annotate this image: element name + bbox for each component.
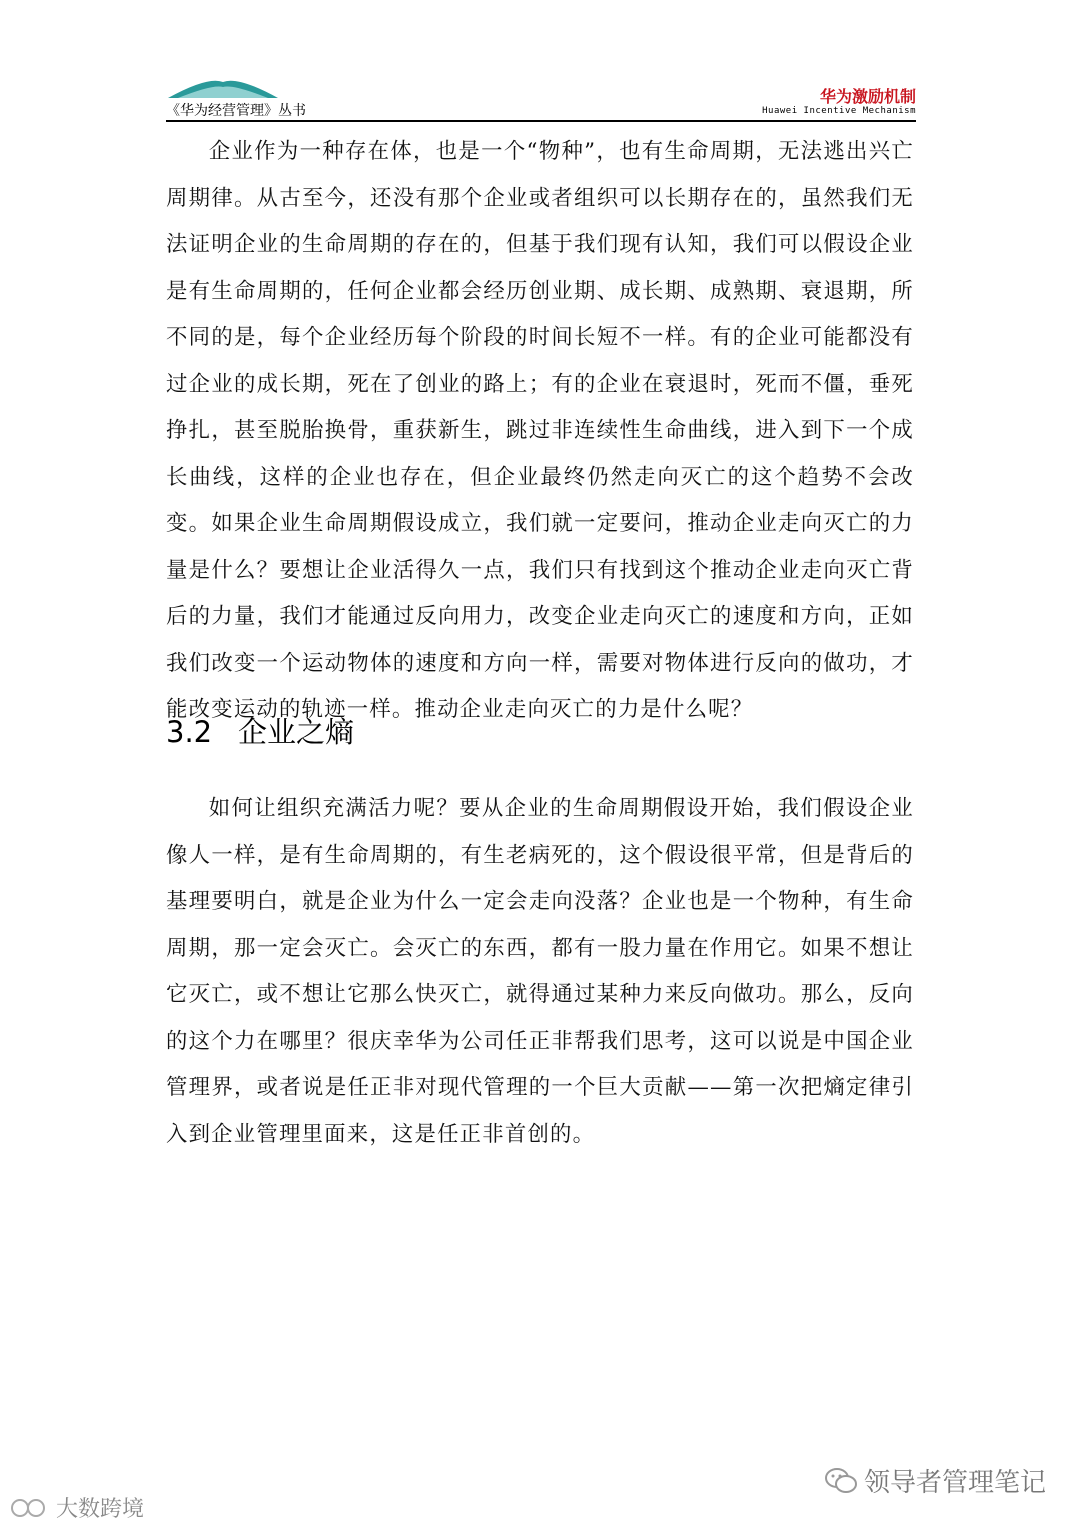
section-title: 企业之熵	[238, 715, 355, 749]
book-subtitle: Huawei Incentive Mechanism	[762, 106, 916, 116]
section-number: 3.2	[166, 715, 213, 749]
watermark-left	[10, 1492, 144, 1523]
series-logo	[168, 78, 278, 100]
book-title: 华为激励机制	[819, 87, 916, 106]
wechat-icon	[824, 1466, 858, 1496]
header-divider	[166, 120, 916, 122]
body-paragraph-2: 如何让组织充满活力呢？要从企业的生命周期假设开始，我们假设企业像人一样，是有生命周期的，有生老病死的，这个假设很平常，但是背后的基理要明白，就是企业为什么一定会走向没落？企业也是一个物种，有生命周期，那一定会灭亡。会灭亡的东西，都有一股力量在作用它。如果不想让它灭亡，或不想让它那么快灭亡，就得通过某种力来反向做功。那么，反向的这个力在哪里？很庆幸华为公司任正非帮我们思考，这可以说是中国企业管理界，或者说是任正非对现代管理的一个巨大贡献——第一次把熵定律引入到企业管理里面来，这是任正非首创的。	[166, 796, 914, 1147]
series-title: 《华为经营管理》丛书	[166, 103, 306, 119]
page-header	[0, 0, 1080, 130]
brand-mark-icon	[10, 1495, 50, 1521]
section-heading	[166, 710, 354, 751]
watermark-left-text: 大数跨境	[56, 1497, 145, 1522]
watermark-right-text: 领导者管理笔记	[863, 1468, 1046, 1498]
watermark-right	[824, 1462, 1046, 1499]
body-paragraph-1: 企业作为一种存在体，也是一个“物种”，也有生命周期，无法逃出兴亡周期律。从古至今，还没有那个企业或者组织可以长期存在的，虽然我们无法证明企业的生命周期的存在的，但基于我们现有认知，我们可以假设企业是有生命周期的，任何企业都会经历创业期、成长期、成熟期、衰退期，所不同的是，每个企业经历每个阶段的时间长短不一样。有的企业可能都没有过企业的成长期，死在了创业的路上；有的企业在衰退时，死而不僵，垂死挣扎，甚至脱胎换骨，重获新生，跳过非连续性生命曲线，进入到下一个成长曲线，这样的企业也存在，但企业最终仍然走向灭亡的这个趋势不会改变。如果企业生命周期假设成立，我们就一定要问，推动企业走向灭亡的力量是什么？要想让企业活得久一点，我们只有找到这个推动企业走向灭亡背后的力量，我们才能通过反向用力，改变企业走向灭亡的速度和方向，正如我们改变一个运动物体的速度和方向一样，需要对物体进行反向的做功，才能改变运动的轨迹一样。推动企业走向灭亡的力是什么呢？	[166, 139, 914, 722]
